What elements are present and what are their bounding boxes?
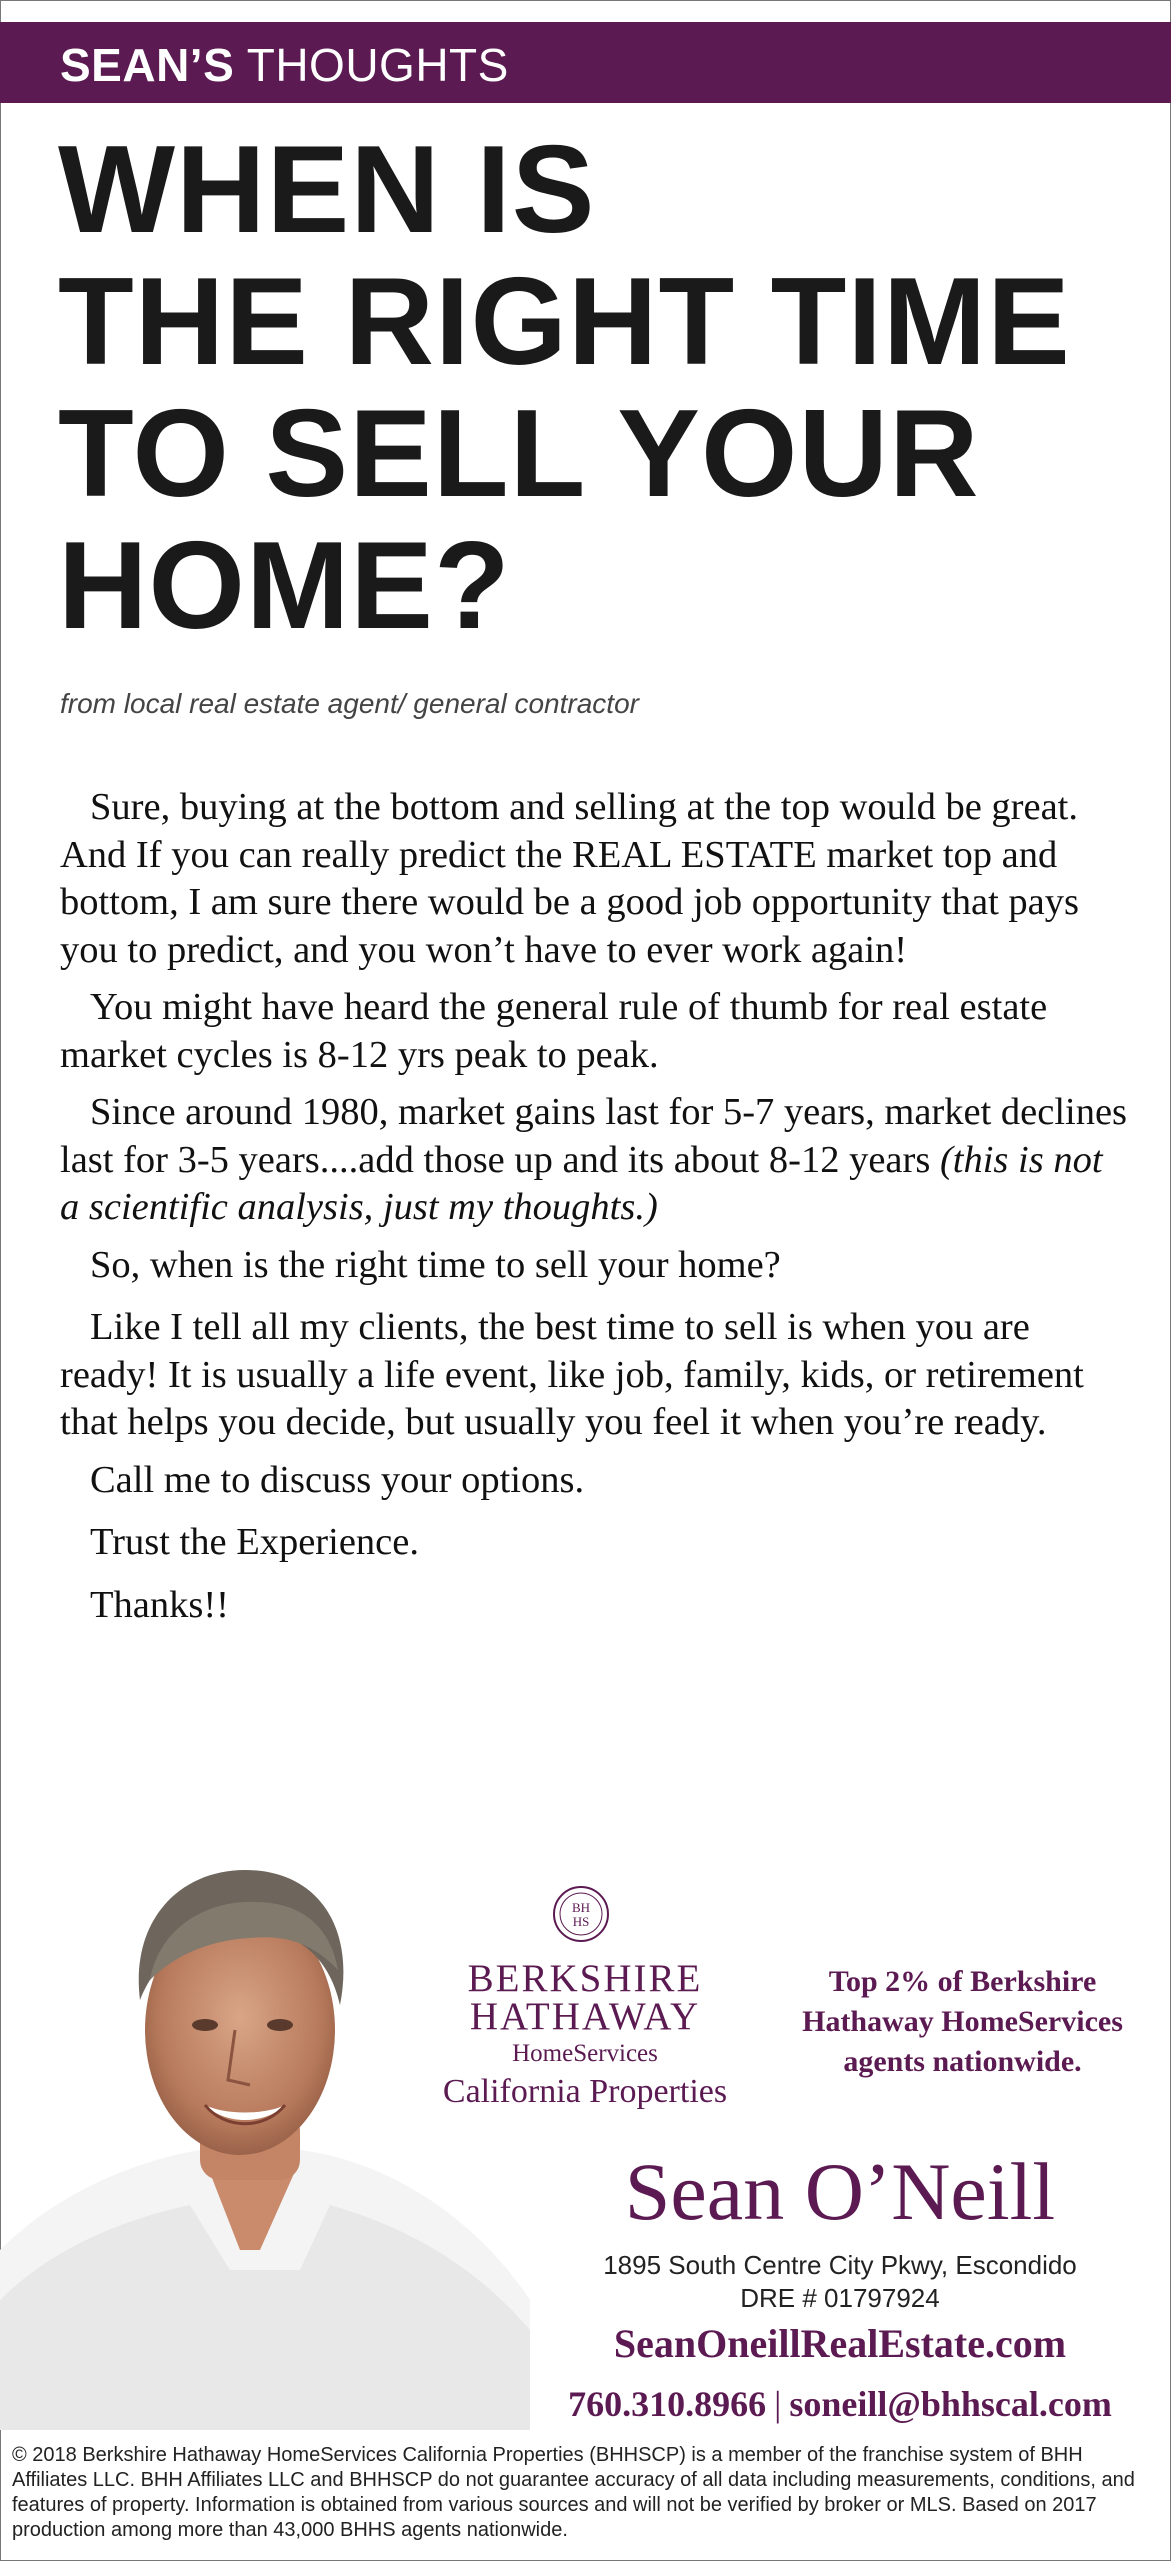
paragraph-5: Like I tell all my clients, the best time to sell is when you are ready! It is usually a life event, like job, family, kids, or retirement that helps you decide, but usually you feel it when you’re ready.: [60, 1306, 1084, 1443]
paragraph-2: You might have heard the general rule of thumb for real estate market cycles is 8-12 yrs peak to peak.: [60, 986, 1048, 1076]
ranking-badge: [780, 1962, 1145, 2082]
headline: [58, 121, 1138, 655]
paragraph-7: Trust the Experience.: [90, 1521, 419, 1563]
article-body: [60, 784, 1130, 1639]
agent-address: 1895 South Centre City Pkwy, Escondido: [603, 2250, 1077, 2280]
phone-link[interactable]: 760.310.8966: [568, 2384, 767, 2424]
headline-line-1: WHEN IS: [58, 121, 596, 259]
contact-line: [520, 2383, 1160, 2425]
agent-name: Sean O’Neill: [624, 2146, 1056, 2237]
website-link[interactable]: SeanOneillRealEstate.com: [613, 2321, 1067, 2366]
badge-line-2: Hathaway HomeServices: [802, 2005, 1123, 2038]
bhhs-seal-icon: [551, 1884, 611, 1944]
brand-name-line-2: HATHAWAY: [469, 1995, 701, 2038]
agent-photo: [0, 1830, 530, 2430]
seal-text-top: BH: [571, 1900, 591, 1915]
agent-license: DRE # 01797924: [740, 2283, 940, 2313]
badge-line-3: agents nationwide.: [843, 2045, 1082, 2078]
banner-title: [60, 38, 509, 92]
paragraph-3: [60, 1089, 1130, 1232]
banner-bold-text: SEAN’S: [60, 39, 235, 91]
byline: from local real estate agent/ general contractor: [60, 688, 639, 719]
seal-text-bottom: HS: [572, 1914, 590, 1929]
section-banner: [0, 22, 1171, 103]
paragraph-4: So, when is the right time to sell your home?: [90, 1243, 781, 1286]
headline-line-3: TO SELL YOUR: [58, 385, 980, 523]
paragraph-1: Sure, buying at the bottom and selling at the top would be great. And If you can really predict the REAL ESTATE market top and bottom, I am sure there would be a good job opportunity that pays you to predict, and you won’t have to ever work again!: [60, 786, 1079, 971]
brand-name-line-1: BERKSHIRE: [467, 1957, 703, 2000]
contact-separator: |: [774, 2384, 782, 2424]
paragraph-6: Call me to discuss your options.: [90, 1458, 585, 1501]
headline-line-2: THE RIGHT TIME: [58, 253, 1071, 391]
legal-disclaimer: © 2018 Berkshire Hathaway HomeServices California Properties (BHHSCP) is a member of the franchise system of BHH Affiliates LLC. BHH Affiliates LLC and BHHSCP do not guarantee accuracy of all data including measurements, conditions, and features of property. Information is obtained from various sources and will not be verified by broker or MLS. Based on 2017 production among more than 43,000 BHHS agents nationwide.: [12, 2444, 1135, 2541]
banner-rest-text: THOUGHTS: [246, 39, 509, 91]
brand-name: [400, 1957, 770, 2038]
paragraph-3-italic-note: (this is not a scientific analysis, just my thoughts.): [60, 1138, 1103, 1228]
paragraph-3-text: Since around 1980, market gains last for 5-7 years, market declines last for 3-5 years....add those up and its about 8-12 years: [60, 1091, 1128, 1181]
badge-line-1: Top 2% of Berkshire: [828, 1965, 1097, 1998]
headline-line-4: HOME?: [58, 517, 511, 655]
agent-address-block: [530, 2249, 1150, 2315]
brand-sub: HomeServices: [512, 2040, 658, 2067]
paragraph-8: Thanks!!: [90, 1583, 229, 1626]
brand-region: California Properties: [442, 2073, 728, 2110]
email-link[interactable]: soneill@bhhscal.com: [789, 2384, 1112, 2424]
